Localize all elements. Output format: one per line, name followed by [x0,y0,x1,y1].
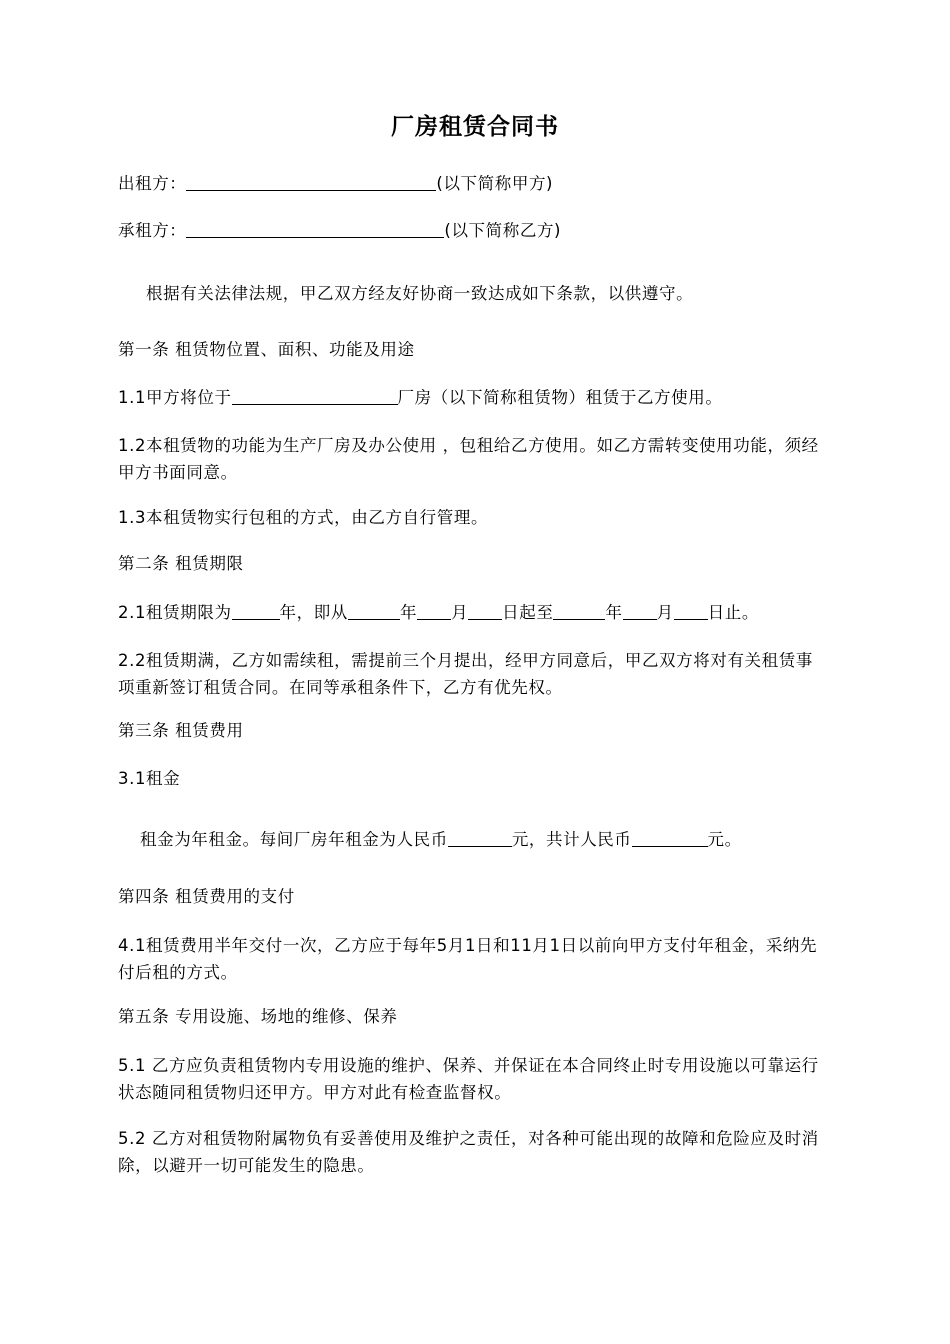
rent-b: 元，共计人民币 [511,830,632,849]
term-years-blank [232,601,280,620]
clause-2-1-d: 月 [451,603,469,622]
start-day-blank [468,601,502,620]
article-2-heading: 第二条 租赁期限 [118,554,244,573]
clause-2-1-b: 年，即从 [279,603,348,622]
clause-2-1-f: 年 [605,603,623,622]
article-3-heading: 第三条 租赁费用 [118,721,244,740]
preamble: 根据有关法律法规，甲乙双方经友好协商一致达成如下条款，以供遵守。 [146,284,694,303]
rent-a: 租金为年租金。每间厂房年租金为人民币 [140,830,448,849]
clause-1-1 [118,386,722,410]
end-year-blank [553,601,605,620]
lessee-blank [186,219,444,238]
start-year-blank [348,601,400,620]
clause-5-1: 5.1 乙方应负责租赁物内专用设施的维护、保养、并保证在本合同终止时专用设施以可靠运行状态随同租赁物归还甲方。甲方对此有检查监督权。 [118,1056,819,1102]
article-1-heading: 第一条 租赁物位置、面积、功能及用途 [118,340,415,359]
clause-2-1-g: 月 [656,603,674,622]
rent-per-unit-blank [448,828,512,847]
clause-1-1-pre: 1.1甲方将位于 [118,388,232,407]
lessee-suffix: (以下简称乙方) [444,221,562,240]
clause-2-1-e: 日起至 [502,603,554,622]
rent-total-blank [632,828,708,847]
clause-2-1-c: 年 [399,603,418,622]
rent-c: 元。 [707,830,742,849]
start-month-blank [417,601,451,620]
lessee-label: 承租方： [118,221,187,240]
clause-2-1-h: 日止。 [707,603,760,622]
lessor-line [118,172,553,196]
end-day-blank [674,601,708,620]
location-blank [232,386,398,405]
clause-1-2: 1.2本租赁物的功能为生产厂房及办公使用 ，包租给乙方使用。如乙方需转变使用功能，须经甲方书面同意。 [118,436,819,482]
clause-2-2: 2.2租赁期满，乙方如需续租，需提前三个月提出，经甲方同意后，甲乙双方将对有关租赁事项重新签订租赁合同。在同等承租条件下，乙方有优先权。 [118,651,813,697]
clause-2-1-a: 2.1租赁期限为 [118,603,232,622]
document-title: 厂房租赁合同书 [391,114,559,140]
clause-2-1 [118,601,759,625]
lessor-suffix: (以下简称甲方) [436,174,554,193]
rent-line [140,828,742,852]
end-month-blank [623,601,657,620]
article-5-heading: 第五条 专用设施、场地的维修、保养 [118,1007,398,1026]
clause-5-2: 5.2 乙方对租赁物附属物负有妥善使用及维护之责任，对各种可能出现的故障和危险应及时消除，以避开一切可能发生的隐患。 [118,1129,819,1175]
lessor-label: 出租方： [118,174,187,193]
clause-1-3: 1.3本租赁物实行包租的方式，由乙方自行管理。 [118,508,489,527]
clause-3-1: 3.1租金 [118,769,181,788]
clause-4-1: 4.1租赁费用半年交付一次，乙方应于每年5月1日和11月1日以前向甲方支付年租金，采纳先付后租的方式。 [118,936,818,982]
lessee-line [118,219,561,243]
lessor-blank [186,172,436,191]
clause-1-1-post: 厂房（以下简称租赁物）租赁于乙方使用。 [397,388,723,407]
article-4-heading: 第四条 租赁费用的支付 [118,887,295,906]
